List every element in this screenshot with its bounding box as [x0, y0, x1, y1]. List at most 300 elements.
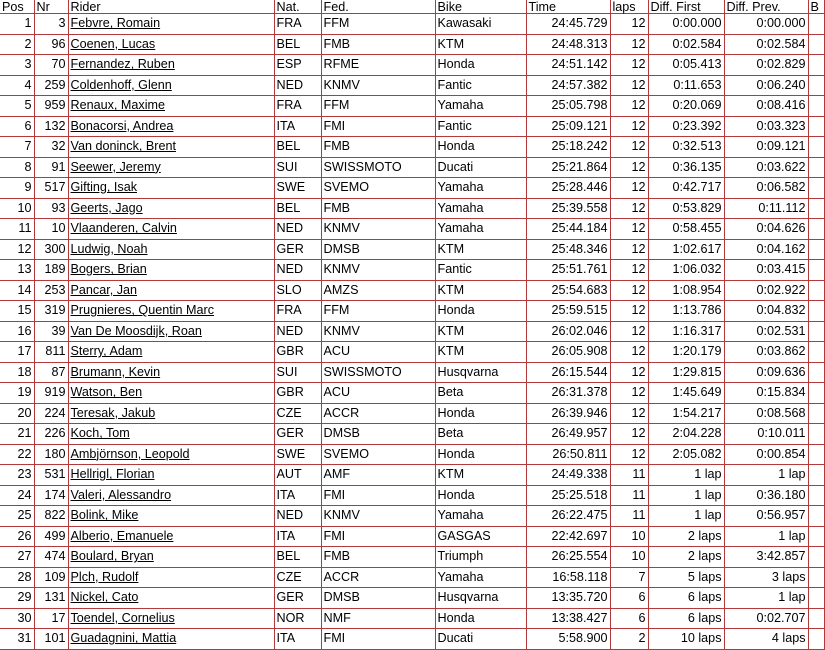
- table-row: [0, 424, 824, 445]
- rider-link[interactable]: Coenen, Lucas: [70, 36, 156, 51]
- cell-laps: 6: [610, 588, 648, 609]
- cell-rider: [68, 465, 274, 486]
- cell-nr: 259: [34, 75, 68, 96]
- cell-time: 26:15.544: [526, 362, 610, 383]
- cell-nat: NOR: [274, 608, 321, 629]
- cell-nr: 87: [34, 362, 68, 383]
- cell-diff-prev: 3:42.857: [724, 547, 808, 568]
- cell-nr: 226: [34, 424, 68, 445]
- cell-extra: [808, 629, 824, 650]
- cell-nr: 474: [34, 547, 68, 568]
- cell-nr: 319: [34, 301, 68, 322]
- cell-pos: 27: [0, 547, 34, 568]
- cell-diff-first: 1:20.179: [648, 342, 724, 363]
- cell-diff-first: 2 laps: [648, 547, 724, 568]
- rider-link[interactable]: Boulard, Bryan: [70, 549, 154, 564]
- cell-pos: 10: [0, 198, 34, 219]
- cell-nat: FRA: [274, 96, 321, 117]
- table-row: [0, 362, 824, 383]
- cell-extra: [808, 137, 824, 158]
- cell-pos: 24: [0, 485, 34, 506]
- cell-rider: [68, 485, 274, 506]
- cell-time: 13:35.720: [526, 588, 610, 609]
- cell-rider: [68, 137, 274, 158]
- cell-diff-prev: 0:06.582: [724, 178, 808, 199]
- col-header-bike: Bike: [435, 0, 526, 14]
- table-row: [0, 547, 824, 568]
- cell-rider: [68, 219, 274, 240]
- cell-nat: SLO: [274, 280, 321, 301]
- cell-bike: KTM: [435, 321, 526, 342]
- cell-diff-prev: 0:04.162: [724, 239, 808, 260]
- cell-time: 25:21.864: [526, 157, 610, 178]
- rider-link[interactable]: Toendel, Cornelius: [70, 610, 175, 625]
- rider-link[interactable]: Valeri, Alessandro: [70, 487, 172, 502]
- cell-extra: [808, 239, 824, 260]
- table-row: [0, 34, 824, 55]
- cell-diff-prev: 1 lap: [724, 588, 808, 609]
- table-row: [0, 239, 824, 260]
- cell-fed: FMB: [321, 137, 435, 158]
- cell-pos: 28: [0, 567, 34, 588]
- cell-diff-first: 0:05.413: [648, 55, 724, 76]
- cell-fed: DMSB: [321, 424, 435, 445]
- cell-bike: Honda: [435, 608, 526, 629]
- cell-laps: 12: [610, 116, 648, 137]
- cell-extra: [808, 55, 824, 76]
- cell-fed: FFM: [321, 301, 435, 322]
- cell-rider: [68, 239, 274, 260]
- cell-laps: 12: [610, 157, 648, 178]
- cell-bike: Honda: [435, 444, 526, 465]
- cell-nat: BEL: [274, 137, 321, 158]
- rider-link[interactable]: Pancar, Jan: [70, 282, 138, 297]
- cell-diff-prev: 0:02.584: [724, 34, 808, 55]
- rider-link[interactable]: Ambjörnson, Leopold: [70, 446, 190, 461]
- cell-rider: [68, 116, 274, 137]
- cell-nat: GBR: [274, 383, 321, 404]
- cell-rider: [68, 547, 274, 568]
- cell-bike: Yamaha: [435, 178, 526, 199]
- cell-bike: Ducati: [435, 629, 526, 650]
- table-row: [0, 403, 824, 424]
- cell-pos: 22: [0, 444, 34, 465]
- cell-diff-prev: 0:02.531: [724, 321, 808, 342]
- table-row: [0, 280, 824, 301]
- cell-pos: 14: [0, 280, 34, 301]
- cell-bike: Yamaha: [435, 219, 526, 240]
- col-header-time: Time: [526, 0, 610, 14]
- rider-link[interactable]: Plch, Rudolf: [70, 569, 139, 584]
- table-row: [0, 506, 824, 527]
- cell-nr: 39: [34, 321, 68, 342]
- cell-bike: Yamaha: [435, 567, 526, 588]
- rider-link[interactable]: Prugnieres, Quentin Marc: [70, 303, 214, 318]
- cell-nat: NED: [274, 260, 321, 281]
- cell-nr: 959: [34, 96, 68, 117]
- cell-fed: RFME: [321, 55, 435, 76]
- results-body: [0, 14, 824, 650]
- cell-diff-prev: 0:09.121: [724, 137, 808, 158]
- cell-diff-first: 6 laps: [648, 608, 724, 629]
- cell-pos: 26: [0, 526, 34, 547]
- cell-bike: Fantic: [435, 75, 526, 96]
- cell-extra: [808, 198, 824, 219]
- cell-bike: Yamaha: [435, 96, 526, 117]
- cell-bike: Ducati: [435, 157, 526, 178]
- cell-nat: AUT: [274, 465, 321, 486]
- cell-nat: GER: [274, 424, 321, 445]
- cell-pos: 20: [0, 403, 34, 424]
- cell-nr: 91: [34, 157, 68, 178]
- cell-rider: [68, 424, 274, 445]
- rider-link[interactable]: Van De Moosdijk, Roan: [70, 323, 202, 338]
- cell-rider: [68, 342, 274, 363]
- rider-link[interactable]: Gifting, Isak: [70, 180, 137, 195]
- cell-bike: GASGAS: [435, 526, 526, 547]
- rider-link[interactable]: Hellrigl, Florian: [70, 467, 155, 482]
- cell-bike: KTM: [435, 342, 526, 363]
- cell-nr: 10: [34, 219, 68, 240]
- cell-pos: 8: [0, 157, 34, 178]
- rider-link[interactable]: Brumann, Kevin: [70, 364, 161, 379]
- cell-laps: 12: [610, 137, 648, 158]
- cell-nat: SWE: [274, 444, 321, 465]
- cell-time: 24:48.313: [526, 34, 610, 55]
- cell-nat: SUI: [274, 157, 321, 178]
- cell-diff-first: 1 lap: [648, 485, 724, 506]
- cell-rider: [68, 198, 274, 219]
- cell-nr: 131: [34, 588, 68, 609]
- cell-laps: 12: [610, 424, 648, 445]
- table-row: [0, 342, 824, 363]
- cell-pos: 7: [0, 137, 34, 158]
- table-row: [0, 444, 824, 465]
- cell-diff-first: 0:00.000: [648, 14, 724, 35]
- cell-diff-first: 1 lap: [648, 465, 724, 486]
- cell-diff-first: 0:02.584: [648, 34, 724, 55]
- cell-laps: 12: [610, 280, 648, 301]
- cell-diff-first: 0:32.513: [648, 137, 724, 158]
- cell-bike: Kawasaki: [435, 14, 526, 35]
- cell-rider: [68, 403, 274, 424]
- cell-bike: Honda: [435, 403, 526, 424]
- cell-nat: ITA: [274, 485, 321, 506]
- cell-diff-prev: 0:02.707: [724, 608, 808, 629]
- cell-pos: 19: [0, 383, 34, 404]
- cell-time: 24:45.729: [526, 14, 610, 35]
- cell-time: 25:18.242: [526, 137, 610, 158]
- cell-fed: FFM: [321, 96, 435, 117]
- cell-pos: 16: [0, 321, 34, 342]
- cell-time: 24:49.338: [526, 465, 610, 486]
- table-row: [0, 198, 824, 219]
- cell-extra: [808, 116, 824, 137]
- rider-link[interactable]: Bogers, Brian: [70, 262, 147, 277]
- cell-time: 26:02.046: [526, 321, 610, 342]
- cell-pos: 18: [0, 362, 34, 383]
- cell-fed: KNMV: [321, 219, 435, 240]
- cell-diff-first: 1 lap: [648, 506, 724, 527]
- cell-pos: 21: [0, 424, 34, 445]
- cell-laps: 2: [610, 629, 648, 650]
- cell-fed: FMB: [321, 547, 435, 568]
- cell-bike: Triumph: [435, 547, 526, 568]
- cell-diff-prev: 0:36.180: [724, 485, 808, 506]
- rider-link[interactable]: Koch, Tom: [70, 426, 130, 441]
- cell-pos: 31: [0, 629, 34, 650]
- cell-fed: SVEMO: [321, 178, 435, 199]
- rider-link[interactable]: Geerts, Jago: [70, 200, 143, 215]
- cell-time: 26:05.908: [526, 342, 610, 363]
- cell-laps: 12: [610, 301, 648, 322]
- rider-link[interactable]: Bolink, Mike: [70, 508, 139, 523]
- cell-nr: 517: [34, 178, 68, 199]
- cell-time: 26:25.554: [526, 547, 610, 568]
- cell-diff-prev: 0:06.240: [724, 75, 808, 96]
- rider-link[interactable]: Teresak, Jakub: [70, 405, 156, 420]
- cell-time: 13:38.427: [526, 608, 610, 629]
- cell-fed: DMSB: [321, 239, 435, 260]
- rider-link[interactable]: Van doninck, Brent: [70, 139, 176, 154]
- cell-laps: 12: [610, 198, 648, 219]
- cell-diff-first: 1:02.617: [648, 239, 724, 260]
- table-row: [0, 629, 824, 650]
- cell-time: 16:58.118: [526, 567, 610, 588]
- cell-laps: 10: [610, 526, 648, 547]
- cell-rider: [68, 526, 274, 547]
- cell-time: 26:31.378: [526, 383, 610, 404]
- cell-extra: [808, 34, 824, 55]
- cell-extra: [808, 301, 824, 322]
- cell-nat: ITA: [274, 526, 321, 547]
- cell-pos: 13: [0, 260, 34, 281]
- rider-link[interactable]: Coldenhoff, Glenn: [70, 77, 172, 92]
- cell-bike: Husqvarna: [435, 588, 526, 609]
- rider-link[interactable]: Ludwig, Noah: [70, 241, 148, 256]
- cell-laps: 6: [610, 608, 648, 629]
- cell-pos: 3: [0, 55, 34, 76]
- cell-fed: FMI: [321, 116, 435, 137]
- cell-rider: [68, 383, 274, 404]
- cell-nr: 93: [34, 198, 68, 219]
- col-header-extra: B: [808, 0, 824, 14]
- cell-nr: 132: [34, 116, 68, 137]
- cell-fed: KNMV: [321, 75, 435, 96]
- cell-pos: 25: [0, 506, 34, 527]
- table-row: [0, 567, 824, 588]
- cell-rider: [68, 75, 274, 96]
- cell-fed: SVEMO: [321, 444, 435, 465]
- cell-time: 25:59.515: [526, 301, 610, 322]
- cell-pos: 30: [0, 608, 34, 629]
- cell-laps: 12: [610, 403, 648, 424]
- rider-link[interactable]: Alberio, Emanuele: [70, 528, 174, 543]
- cell-bike: Yamaha: [435, 198, 526, 219]
- cell-extra: [808, 178, 824, 199]
- cell-extra: [808, 465, 824, 486]
- cell-time: 25:51.761: [526, 260, 610, 281]
- cell-fed: ACU: [321, 342, 435, 363]
- cell-diff-prev: 0:08.416: [724, 96, 808, 117]
- cell-bike: KTM: [435, 239, 526, 260]
- cell-rider: [68, 34, 274, 55]
- cell-diff-prev: 0:00.854: [724, 444, 808, 465]
- cell-diff-first: 1:13.786: [648, 301, 724, 322]
- cell-laps: 12: [610, 219, 648, 240]
- cell-rider: [68, 55, 274, 76]
- cell-nat: FRA: [274, 301, 321, 322]
- cell-diff-first: 5 laps: [648, 567, 724, 588]
- cell-pos: 17: [0, 342, 34, 363]
- cell-diff-first: 0:36.135: [648, 157, 724, 178]
- table-row: [0, 178, 824, 199]
- cell-pos: 6: [0, 116, 34, 137]
- rider-link[interactable]: Nickel, Cato: [70, 590, 139, 605]
- cell-extra: [808, 526, 824, 547]
- cell-rider: [68, 14, 274, 35]
- cell-fed: FMB: [321, 198, 435, 219]
- cell-bike: Fantic: [435, 116, 526, 137]
- cell-time: 25:05.798: [526, 96, 610, 117]
- header-row: [0, 0, 824, 14]
- cell-diff-prev: 0:03.415: [724, 260, 808, 281]
- cell-diff-prev: 0:00.000: [724, 14, 808, 35]
- cell-diff-prev: 0:03.323: [724, 116, 808, 137]
- cell-nat: BEL: [274, 34, 321, 55]
- cell-extra: [808, 588, 824, 609]
- cell-diff-first: 1:06.032: [648, 260, 724, 281]
- rider-link[interactable]: Renaux, Maxime: [70, 98, 165, 113]
- rider-link[interactable]: Vlaanderen, Calvin: [70, 221, 177, 236]
- cell-laps: 12: [610, 383, 648, 404]
- cell-diff-first: 1:08.954: [648, 280, 724, 301]
- cell-bike: KTM: [435, 34, 526, 55]
- cell-nr: 101: [34, 629, 68, 650]
- cell-pos: 23: [0, 465, 34, 486]
- col-header-nat: Nat.: [274, 0, 321, 14]
- cell-nat: BEL: [274, 198, 321, 219]
- table-row: [0, 608, 824, 629]
- cell-fed: ACU: [321, 383, 435, 404]
- cell-bike: Honda: [435, 55, 526, 76]
- cell-laps: 12: [610, 178, 648, 199]
- cell-diff-prev: 0:08.568: [724, 403, 808, 424]
- table-row: [0, 301, 824, 322]
- cell-diff-first: 1:54.217: [648, 403, 724, 424]
- cell-extra: [808, 567, 824, 588]
- cell-diff-prev: 0:02.829: [724, 55, 808, 76]
- cell-extra: [808, 342, 824, 363]
- cell-nat: ESP: [274, 55, 321, 76]
- cell-pos: 9: [0, 178, 34, 199]
- cell-nr: 189: [34, 260, 68, 281]
- cell-pos: 4: [0, 75, 34, 96]
- cell-diff-first: 1:29.815: [648, 362, 724, 383]
- rider-link[interactable]: Bonacorsi, Andrea: [70, 118, 174, 133]
- rider-link[interactable]: Sterry, Adam: [70, 344, 143, 359]
- cell-fed: KNMV: [321, 506, 435, 527]
- cell-rider: [68, 362, 274, 383]
- cell-fed: ACCR: [321, 567, 435, 588]
- cell-nr: 224: [34, 403, 68, 424]
- cell-nr: 180: [34, 444, 68, 465]
- rider-link[interactable]: Watson, Ben: [70, 385, 143, 400]
- cell-rider: [68, 280, 274, 301]
- cell-extra: [808, 506, 824, 527]
- cell-nat: ITA: [274, 116, 321, 137]
- cell-nat: BEL: [274, 547, 321, 568]
- cell-nr: 109: [34, 567, 68, 588]
- cell-nr: 253: [34, 280, 68, 301]
- cell-diff-first: 2:05.082: [648, 444, 724, 465]
- cell-time: 25:39.558: [526, 198, 610, 219]
- cell-nat: GER: [274, 588, 321, 609]
- cell-diff-first: 0:42.717: [648, 178, 724, 199]
- cell-laps: 12: [610, 75, 648, 96]
- cell-diff-first: 0:23.392: [648, 116, 724, 137]
- cell-diff-prev: 0:02.922: [724, 280, 808, 301]
- cell-laps: 12: [610, 34, 648, 55]
- cell-nat: GER: [274, 239, 321, 260]
- cell-time: 25:25.518: [526, 485, 610, 506]
- table-row: [0, 465, 824, 486]
- rider-link[interactable]: Febvre, Romain: [70, 16, 161, 31]
- cell-diff-prev: 0:04.832: [724, 301, 808, 322]
- cell-nr: 822: [34, 506, 68, 527]
- cell-fed: KNMV: [321, 260, 435, 281]
- cell-laps: 12: [610, 96, 648, 117]
- cell-diff-prev: 3 laps: [724, 567, 808, 588]
- cell-bike: Fantic: [435, 260, 526, 281]
- cell-nat: ITA: [274, 629, 321, 650]
- table-row: [0, 55, 824, 76]
- cell-rider: [68, 260, 274, 281]
- cell-pos: 12: [0, 239, 34, 260]
- cell-extra: [808, 14, 824, 35]
- cell-nr: 811: [34, 342, 68, 363]
- col-header-diff-first: Diff. First: [648, 0, 724, 14]
- cell-fed: KNMV: [321, 321, 435, 342]
- cell-nr: 300: [34, 239, 68, 260]
- cell-nat: CZE: [274, 567, 321, 588]
- table-row: [0, 219, 824, 240]
- cell-bike: KTM: [435, 280, 526, 301]
- cell-diff-first: 1:16.317: [648, 321, 724, 342]
- cell-diff-prev: 4 laps: [724, 629, 808, 650]
- cell-nr: 174: [34, 485, 68, 506]
- col-header-nr: Nr: [34, 0, 68, 14]
- cell-diff-first: 1:45.649: [648, 383, 724, 404]
- cell-fed: SWISSMOTO: [321, 362, 435, 383]
- col-header-rider: Rider: [68, 0, 274, 14]
- rider-link[interactable]: Guadagnini, Mattia: [70, 631, 177, 646]
- rider-link[interactable]: Seewer, Jeremy: [70, 159, 161, 174]
- cell-nr: 70: [34, 55, 68, 76]
- table-row: [0, 75, 824, 96]
- cell-time: 26:50.811: [526, 444, 610, 465]
- table-row: [0, 485, 824, 506]
- cell-fed: FMB: [321, 34, 435, 55]
- cell-diff-prev: 0:04.626: [724, 219, 808, 240]
- cell-bike: Honda: [435, 301, 526, 322]
- cell-diff-prev: 0:11.112: [724, 198, 808, 219]
- rider-link[interactable]: Fernandez, Ruben: [70, 57, 175, 72]
- cell-rider: [68, 96, 274, 117]
- cell-fed: ACCR: [321, 403, 435, 424]
- cell-diff-prev: 0:10.011: [724, 424, 808, 445]
- cell-fed: FMI: [321, 526, 435, 547]
